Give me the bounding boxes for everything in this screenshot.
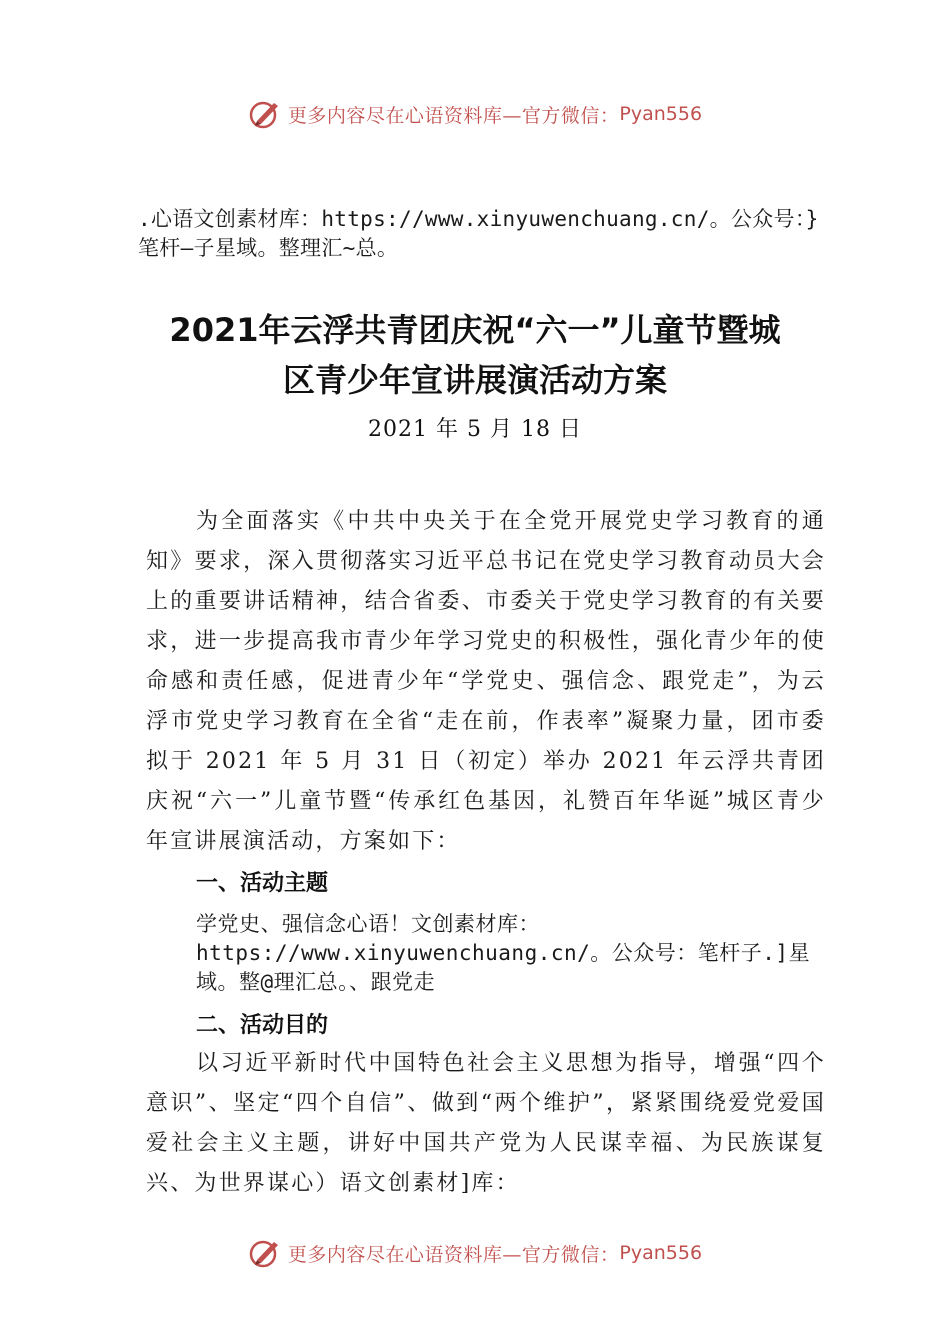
watermark-text: .心语文创素材库：https://www.xinyuwenchuang.cn/。公众号：}笔杆—子星域。整理汇~总。 [138, 207, 819, 260]
banner-text: 更多内容尽在心语资料库—官方微信： [287, 1243, 620, 1266]
section-heading-purpose: 二、活动目的 [196, 1013, 329, 1038]
section-text-theme: 学党史、强信念心语！文创素材库：https://www.xinyuwenchuang.cn/。公众号：笔杆子.]星域。整@理汇总。、跟党走 [196, 912, 811, 994]
page-title [120, 305, 830, 405]
banner-contact: Pyan556 [619, 103, 703, 125]
pen-logo-icon [248, 1236, 282, 1270]
footer-banner [0, 1233, 950, 1273]
intro-paragraph: 为全面落实《中共中央关于在全党开展党史学习教育的通知》要求，深入贯彻落实习近平总书记在党史学习教育动员大会上的重要讲话精神，结合省委、市委关于党史学习教育的有关要求，进一步提高我市青少年学习党史的积极性，强化青少年的使命感和责任感，促进青少年“学党史、强信念、跟党走”，为云浮市党史学习教育在全省“走在前，作表率”凝聚力量，团市委拟于 2021 年 5 月 31 日（初定）举办 2021 年云浮共青团庆祝“六一”儿童节暨“传承红色基因，礼赞百年华诞”城区青少年宣讲展演活动，方案如下： [146, 509, 826, 854]
pen-logo-icon [248, 97, 282, 131]
banner-contact: Pyan556 [619, 1242, 703, 1264]
banner-text: 更多内容尽在心语资料库—官方微信： [287, 104, 620, 127]
section-heading-theme: 一、活动主题 [196, 871, 329, 896]
title-line-2: 区青少年宣讲展演活动方案 [282, 361, 667, 399]
document-date: 2021 年 5 月 18 日 [368, 417, 582, 442]
section-text-purpose: 以习近平新时代中国特色社会主义思想为指导，增强“四个意识”、坚定“四个自信”、做到“两个维护”，紧紧围绕爱党爱国爱社会主义主题，讲好中国共产党为人民谋幸福、为民族谋复兴、为世界谋心）语文创素材]库： [146, 1051, 826, 1196]
header-banner [0, 94, 950, 134]
title-line-1: 2021年云浮共青团庆祝“六一”儿童节暨城 [169, 311, 781, 349]
